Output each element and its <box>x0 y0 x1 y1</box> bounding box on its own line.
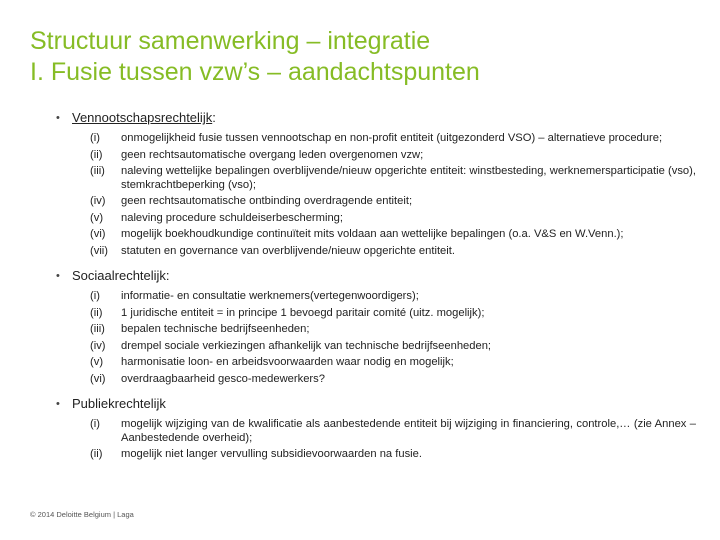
item-number: (ii) <box>90 148 103 161</box>
section-heading-label: Vennootschapsrechtelijk <box>72 110 213 125</box>
item-text: geen rechtsautomatische overgang leden overgenomen vzw; <box>121 148 424 161</box>
list-item <box>90 228 696 242</box>
item-text: harmonisatie loon- en arbeidsvoorwaarden waar nodig en mogelijk; <box>121 356 454 368</box>
item-number: (vi) <box>90 372 106 385</box>
item-text: onmogelijkheid fusie tussen vennootschap en non-profit entiteit (uitgezonderd VSO) – alternatieve procedure; <box>121 132 663 144</box>
list-item <box>90 307 696 321</box>
item-text: geen rechtsautomatische ontbinding overdragende entiteit; <box>121 195 413 207</box>
item-number: (v) <box>90 211 104 224</box>
item-number: (v) <box>90 356 104 368</box>
item-number: (vii) <box>90 244 109 257</box>
section-heading <box>56 110 696 126</box>
list-item <box>90 212 696 226</box>
item-text: statuten en governance van overblijvende/nieuw opgerichte entiteit. <box>121 244 455 257</box>
item-number: (ii) <box>90 448 103 460</box>
section-publiekrechtelijk <box>56 396 696 462</box>
list-item <box>90 356 696 370</box>
slide-title-line-1: Structuur samenwerking – integratie <box>30 27 431 55</box>
numbered-list <box>90 290 696 386</box>
slide-content <box>56 110 696 472</box>
item-text: informatie- en consultatie werknemers(vertegenwoordigers); <box>121 290 419 302</box>
list-item <box>90 448 696 462</box>
numbered-list <box>90 418 696 462</box>
item-number: (i) <box>90 418 100 430</box>
list-item <box>90 418 696 445</box>
section-heading <box>56 396 696 412</box>
item-number: (iii) <box>90 323 105 335</box>
item-text: mogelijk wijziging van de kwalificatie als aanbestedende entiteit bij wijziging in financiering, controle,… (zie Annex – Aanbestedende overheid); <box>121 418 696 444</box>
section-heading-label: Publiekrechtelijk <box>72 396 166 411</box>
item-text: drempel sociale verkiezingen afhankelijk van technische bedrijfseenheden; <box>121 339 492 352</box>
item-text: 1 juridische entiteit = in principe 1 bevoegd paritair comité (uitz. mogelijk); <box>121 306 485 319</box>
bullet-icon: • <box>56 398 60 410</box>
item-text: naleving wettelijke bepalingen overblijvende/nieuw opgerichte entiteit: winstbesteding, werknemersparticipatie (vso), stemkrachtbeperking (vso); <box>121 165 696 191</box>
item-text: overdraagbaarheid gesco-medewerkers? <box>121 372 325 385</box>
section-sociaalrechtelijk <box>56 268 696 386</box>
bullet-icon: • <box>56 270 60 282</box>
section-vennootschapsrechtelijk <box>56 110 696 258</box>
item-number: (iv) <box>90 195 106 207</box>
item-number: (iv) <box>90 339 106 352</box>
list-item <box>90 340 696 354</box>
list-item <box>90 373 696 387</box>
numbered-list <box>90 132 696 258</box>
section-heading <box>56 268 696 284</box>
slide-title <box>30 26 700 88</box>
item-number: (ii) <box>90 306 103 319</box>
list-item <box>90 323 696 337</box>
footer-copyright: © 2014 Deloitte Belgium | Laga <box>30 510 134 519</box>
item-text: mogelijk boekhoudkundige continuïteit mits voldaan aan wettelijke bepalingen (o.a. V&S en W.Venn.); <box>121 228 624 240</box>
item-text: naleving procedure schuldeiserbescherming; <box>121 211 344 224</box>
list-item <box>90 245 696 259</box>
list-item <box>90 165 696 192</box>
item-text: bepalen technische bedrijfseenheden; <box>121 323 310 335</box>
item-number: (vi) <box>90 228 106 240</box>
list-item <box>90 149 696 163</box>
section-heading-label: Sociaalrechtelijk: <box>72 268 170 283</box>
item-number: (iii) <box>90 165 105 177</box>
section-heading-suffix: : <box>212 110 216 125</box>
list-item <box>90 132 696 146</box>
item-number: (i) <box>90 290 100 302</box>
list-item <box>90 195 696 209</box>
bullet-icon: • <box>56 112 60 124</box>
list-item <box>90 290 696 304</box>
item-number: (i) <box>90 132 100 144</box>
slide-title-line-2: I. Fusie tussen vzw’s – aandachtspunten <box>30 58 480 86</box>
item-text: mogelijk niet langer vervulling subsidievoorwaarden na fusie. <box>121 448 422 460</box>
